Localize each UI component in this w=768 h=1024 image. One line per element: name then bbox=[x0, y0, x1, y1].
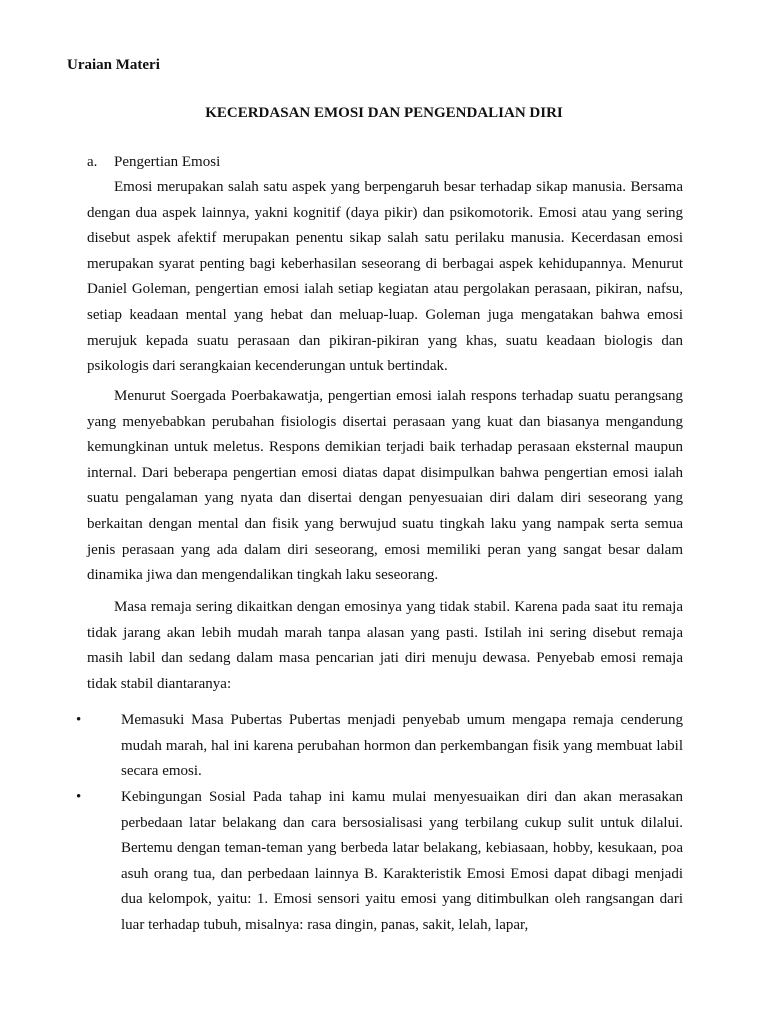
bullet-2-marker: • bbox=[76, 789, 82, 805]
document-heading: Uraian Materi bbox=[67, 57, 160, 73]
paragraph-3-text: Masa remaja sering dikaitkan dengan emosinya yang tidak stabil. Karena pada saat itu remaja tidak jarang akan lebih mudah marah tanpa alasan yang pasti. Istilah ini sering disebut remaja masih labil dan sedang dalam masa pencarian jati diri menuju dewasa. Penyebab emosi remaja tidak stabil diantaranya: bbox=[87, 599, 683, 692]
bullet-1-marker: • bbox=[76, 712, 82, 728]
bullet-2-text: Kebingungan Sosial Pada tahap ini kamu mulai menyesuaikan diri dan akan merasakan perbedaan latar belakang dan cara bersosialisasi yang terbilang cukup sulit untuk dilalui. Bertemu dengan teman-teman yang berbeda latar belakang, kebiasaan, hobby, kesukaan, poa asuh orang tua, dan perbedaan lainnya B. Karakteristik Emosi Emosi dapat dibagi menjadi dua kelompok, yaitu: 1. Emosi sensori yaitu emosi yang ditimbulkan oleh rangsangan dari luar terhadap tubuh, misalnya: rasa dingin, panas, sakit, lelah, lapar, bbox=[121, 789, 683, 933]
section-heading bbox=[87, 154, 220, 171]
paragraph-3 bbox=[87, 595, 683, 697]
paragraph-2-text: Menurut Soergada Poerbakawatja, pengertian emosi ialah respons terhadap suatu perangsang yang menyebabkan perubahan fisiologis disertai perasaan yang kuat dan biasanya mengandung kemungkinan untuk meletus. Respons demikian terjadi baik terhadap perasaan eksternal maupun internal. Dari beberapa pengertian emosi diatas dapat disimpulkan bahwa pengertian emosi ialah suatu pengalaman yang nyata dan disertai dengan penyesuaian diri dalam diri seseorang yang berkaitan dengan mental dan fisik yang berwujud suatu tingkah laku yang nampak serta semua jenis perasaan yang ada dalam diri seseorang, emosi memiliki peran yang sangat besar dalam dinamika jiwa dan mengendalikan tingkah laku seseorang. bbox=[87, 388, 683, 584]
section-label: Pengertian Emosi bbox=[114, 154, 221, 170]
paragraph-2 bbox=[87, 384, 683, 589]
bullet-1-text: Memasuki Masa Pubertas Pubertas menjadi penyebab umum mengapa remaja cenderung mudah marah, hal ini karena perubahan hormon dan perkembangan fisik yang membuat labil secara emosi. bbox=[121, 712, 683, 780]
paragraph-1-text: Emosi merupakan salah satu aspek yang berpengaruh besar terhadap sikap manusia. Bersama dengan dua aspek lainnya, yakni kognitif (daya pikir) dan psikomotorik. Emosi atau yang sering disebut aspek afektif merupakan penentu sikap salah satu perilaku manusia. Kecerdasan emosi merupakan syarat penting bagi keberhasilan seseorang di berbagai aspek kehidupannya. Menurut Daniel Goleman, pengertian emosi ialah setiap kegiatan atau pergolakan perasaan, pikiran, nafsu, setiap keadaan mental yang hebat dan meluap-luap. Goleman juga mengatakan bahwa emosi merujuk kepada suatu perasaan dan pikiran-pikiran yang khas, suatu keadaan biologis dan psikologis dari serangkaian kecenderungan untuk bertindak. bbox=[87, 179, 683, 375]
section-letter: a. bbox=[87, 154, 98, 170]
paragraph-1 bbox=[87, 175, 683, 380]
document-title: KECERDASAN EMOSI DAN PENGENDALIAN DIRI bbox=[205, 105, 563, 121]
